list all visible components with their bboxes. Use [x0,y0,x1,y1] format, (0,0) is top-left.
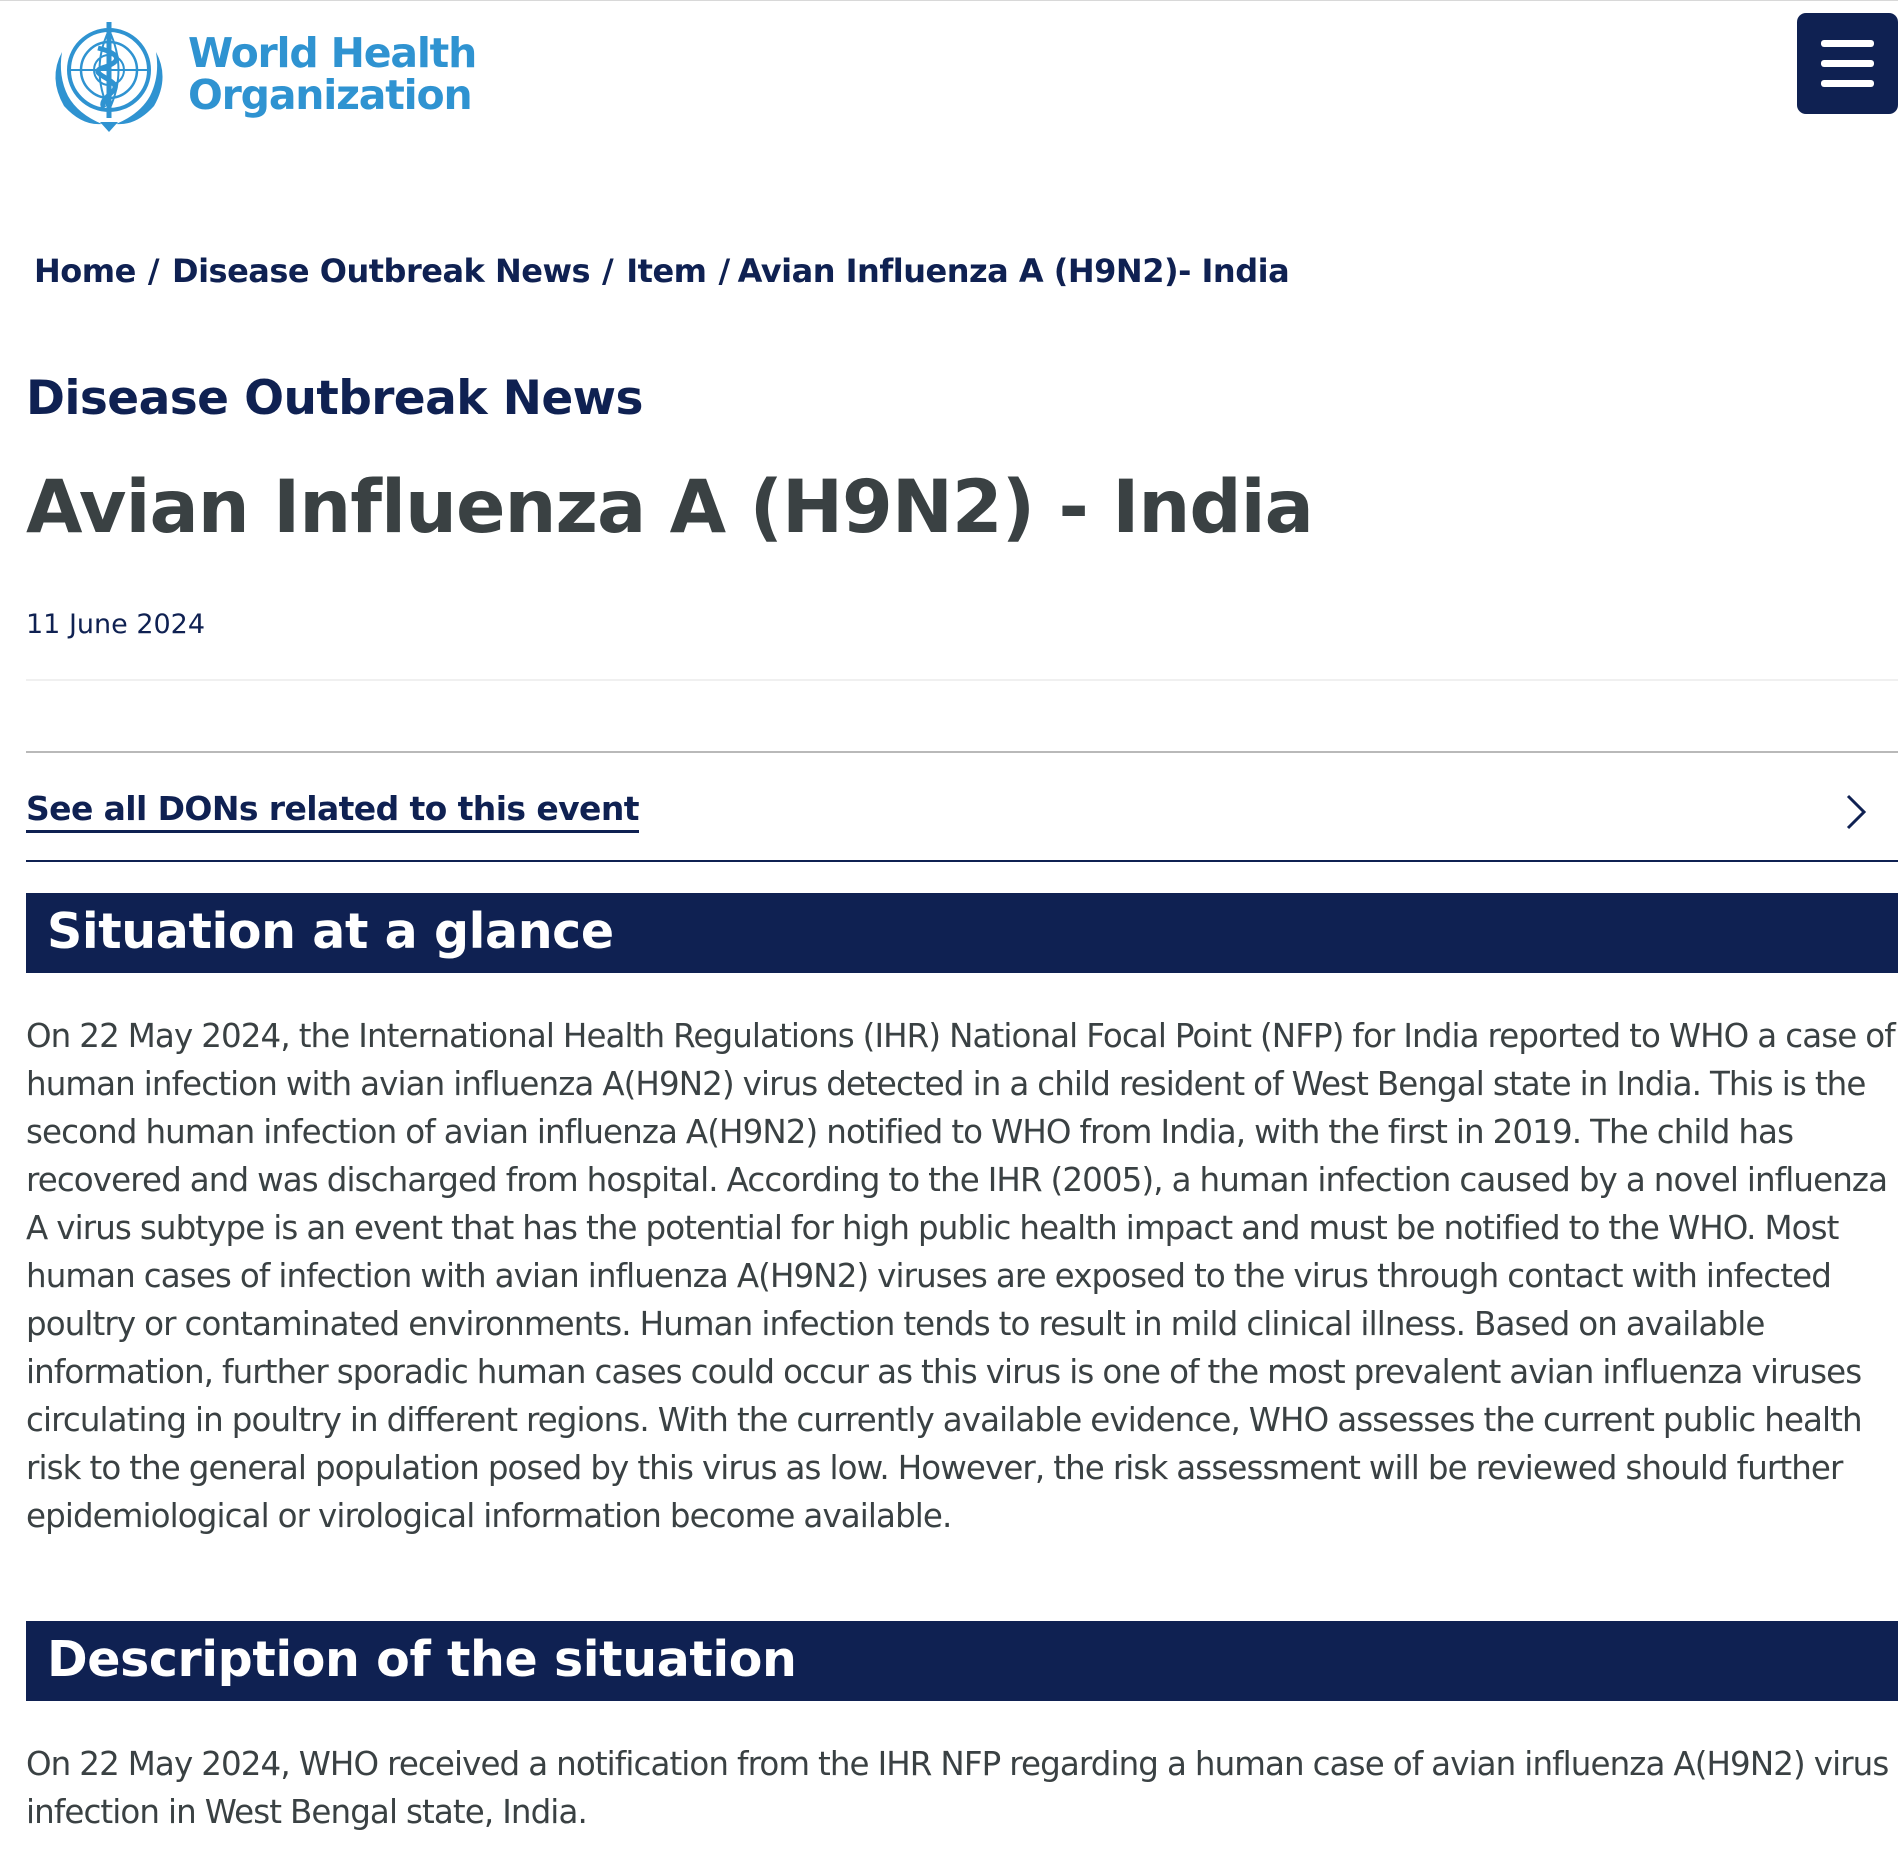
section-heading-banner [26,1621,1898,1701]
chevron-right-icon[interactable] [1840,792,1870,832]
org-name-line2: Organization [188,71,472,119]
breadcrumb-item[interactable]: Item [626,252,707,290]
breadcrumb [34,252,1289,290]
section-heading-banner [26,893,1898,973]
breadcrumb-separator: / [147,252,159,290]
description-paragraph: On 22 May 2024, WHO received a notification from the IHR NFP regarding a human case of avian influenza A(H9N2) virus infection in West Bengal state, India. [26,1745,1889,1831]
who-wordmark [188,29,477,119]
top-border [0,0,1898,1]
breadcrumb-disease-outbreak-news[interactable]: Disease Outbreak News [172,252,591,290]
hamburger-menu-icon [1821,40,1874,47]
section-heading-situation-at-a-glance: Situation at a glance [47,903,614,960]
divider [26,679,1898,681]
divider [26,860,1898,862]
section-label: Disease Outbreak News [26,371,643,426]
org-name-line1: World Health [188,29,477,77]
divider [26,751,1898,753]
breadcrumb-current: Avian Influenza A (H9N2)- India [737,252,1290,290]
situation-paragraph: On 22 May 2024, the International Health Regulations (IHR) National Focal Point (NFP) for India reported to WHO a case of human infection with avian influenza A(H9N2) virus detected in a child resident of West Bengal state in India. This is the second human infection of avian influenza A(H9N2) notified to WHO from India, with the first in 2019. The child has recovered and was discharged from hospital. According to the IHR (2005), a human infection caused by a novel influenza A virus subtype is an event that has the potential for high public health impact and must be notified to the WHO. Most human cases of infection with avian influenza A(H9N2) viruses are exposed to the virus through contact with infected poultry or contaminated environments. Human infection tends to result in mild clinical illness. Based on available information, further sporadic human cases could occur as this virus is one of the most prevalent avian influenza viruses circulating in poultry in different regions. With the currently available evidence, WHO assesses the current public health risk to the general population posed by this virus as low. However, the risk assessment will be reviewed should further epidemiological or virological information become available. [26,1017,1895,1535]
breadcrumb-home[interactable]: Home [34,252,136,290]
related-dons-link[interactable]: See all DONs related to this event [26,789,639,833]
who-logo-link[interactable] [42,14,476,134]
section-heading-description: Description of the situation [47,1631,797,1688]
hamburger-menu-button[interactable] [1797,13,1898,114]
page-title: Avian Influenza A (H9N2) - India [26,465,1313,550]
publish-date: 11 June 2024 [26,609,206,640]
breadcrumb-separator: / [602,252,614,290]
breadcrumb-separator: / [718,252,730,290]
who-emblem-icon [42,14,176,134]
